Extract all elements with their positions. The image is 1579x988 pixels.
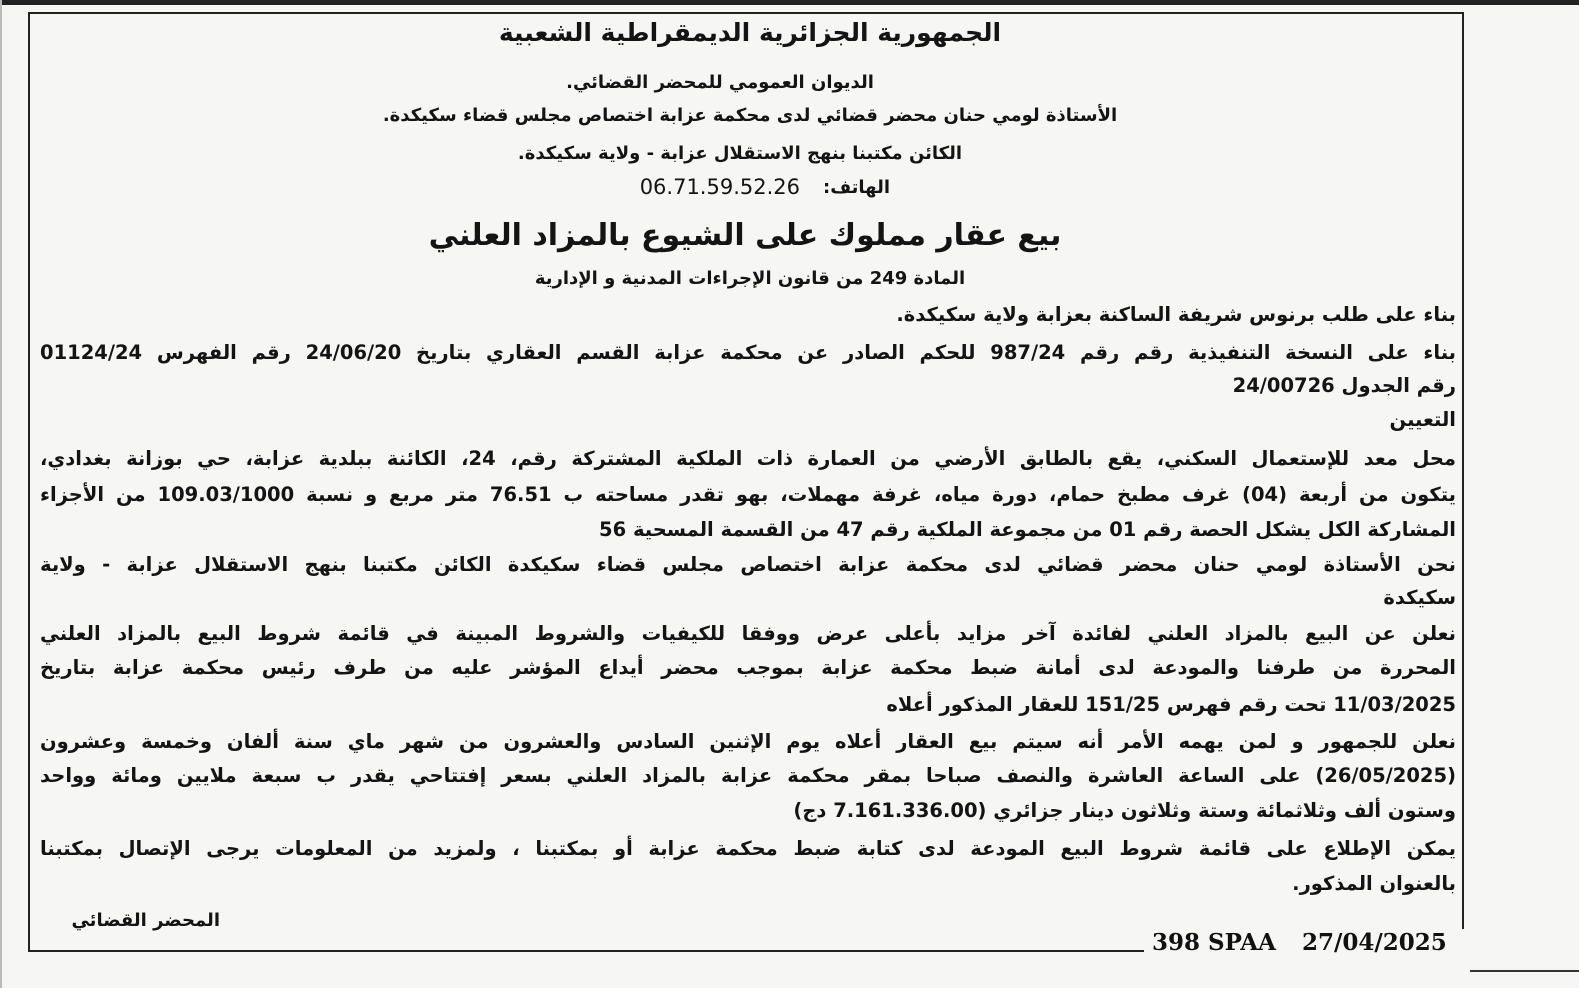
requester-line: بناء على طلب برنوس شريفة الساكنة بعزابة ولاية سكيكدة.: [896, 303, 1456, 326]
register-line: رقم الجدول 24/00726: [1232, 374, 1456, 397]
publication-date: 27/04/2025: [1301, 929, 1447, 956]
auction-date-line-1: نعلن للجمهور و لمن يهمه الأمر أنه سيتم بيع العقار أعلاه يوم الإثنين السادس والعشرون من شهر ماي سنة ألفان وخمسة وعشرون: [40, 730, 1456, 753]
republic-heading: الجمهورية الجزائرية الديمقراطية الشعبية: [498, 18, 1002, 47]
sale-announcement-3: 11/03/2025 تحت رقم فهرس 151/25 للعقار المذكور أعلاه: [886, 693, 1456, 716]
legal-basis: المادة 249 من قانون الإجراءات المدنية و الإدارية: [534, 268, 966, 289]
opening-price-line: وستون ألف وثلاثمائة وستة وثلاثون دينار جزائري (7.161.336.00 دج): [793, 799, 1456, 822]
info-line-1: يمكن الإطلاع على قائمة شروط البيع المودعة لدى كتابة ضبط محكمة عزابة أو بمكتبنا ، ولمزيد من المعلومات يرجى الإتصال بمكتبنا: [40, 837, 1456, 860]
property-line-1: محل معد للإستعمال السكني، يقع بالطابق الأرضي من العمارة ذات الملكية المشتركة رقم، 24، الكائنة ببلدية عزابة، حي بوزانة بغدادي،: [40, 447, 1457, 470]
phone-label: الهاتف:: [823, 177, 890, 198]
phone-number: 06.71.59.52.26: [639, 175, 800, 199]
info-line-2: بالعنوان المذكور.: [1292, 872, 1456, 895]
office-heading: الديوان العمومي للمحضر القضائي.: [566, 72, 874, 93]
notice-title: بيع عقار مملوك على الشيوع بالمزاد العلني: [428, 218, 1062, 253]
property-line-2: يتكون من أربعة (04) غرف مطبخ حمام، دورة مياه، غرفة مهملات، بهو تقدر مساحته ب 76.51 متر مربع و نسبة 109.03/1000 من الأجزاء: [40, 483, 1456, 506]
property-line-3: المشاركة الكل يشكل الحصة رقم 01 من مجموعة الملكية رقم 47 من القسمة المسحية 56: [599, 518, 1456, 541]
top-rule: [0, 0, 1579, 5]
page-edge: [0, 0, 2, 988]
auction-date-line-2: (26/05/2025) على الساعة العاشرة والنصف صباحا بمقر محكمة عزابة بالمزاد العلني بسعر إفتتاحي يقدر ب سبعة ملايين ومائة وواحد: [40, 764, 1456, 787]
designation-heading: التعيين: [1389, 408, 1456, 431]
bailiff-line: الأستاذة لومي حنان محضر قضائي لدى محكمة عزابة اختصاص مجلس قضاء سكيكدة.: [382, 105, 1118, 126]
sale-announcement-2: المحررة من طرفنا والمودعة لدى أمانة ضبط محكمة عزابة بموجب محضر أيداع المؤشر عليه من طرف رئيس محكمة عزابة بتاريخ: [40, 656, 1456, 679]
bottom-rule: [1470, 970, 1579, 972]
signature: المحضر القضائي: [71, 910, 220, 931]
bailiff-statement-2: سكيكدة: [1383, 586, 1456, 609]
judgment-line: بناء على النسخة التنفيذية رقم رقم 987/24 للحكم الصادر عن محكمة عزابة القسم العقاري بتاريخ 24/06/20 رقم الفهرس 01124/24: [40, 341, 1456, 364]
phone-line: [600, 175, 890, 205]
publication-reference: 398 SPAA: [1152, 929, 1276, 956]
bailiff-statement-1: نحن الأستاذة لومي حنان محضر قضائي لدى محكمة عزابة اختصاص مجلس قضاء سكيكدة الكائن مكتبنا بنهج الاستقلال عزابة - ولاية: [40, 553, 1456, 576]
sale-announcement-1: نعلن عن البيع بالمزاد العلني لفائدة آخر مزايد بأعلى عرض ووفقا للكيفيات والشروط المبينة في قائمة شروط البيع بالمزاد العلني: [40, 622, 1456, 645]
address-line: الكائن مكتبنا بنهج الاستقلال عزابة - ولاية سكيكدة.: [517, 143, 963, 164]
publication-footer: [1144, 929, 1474, 957]
